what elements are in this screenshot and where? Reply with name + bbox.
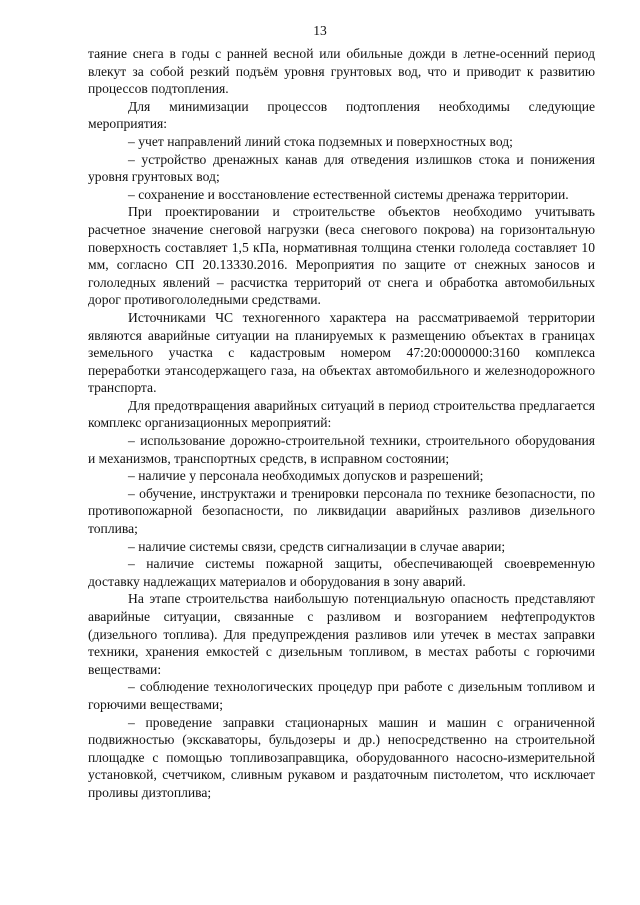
paragraph: таяние снега в годы с ранней весной или обильные дожди в летне-осенний период влекут за собой резкий подъём уровня грунтовых вод, что и приводит к развитию процессов подтопления. [88, 46, 595, 97]
paragraph: При проектировании и строительстве объектов необходимо учитывать расчетное значение снеговой нагрузки (веса снегового покрова) на горизонтальную поверхность составляет 1,5 кПа, нормативная толщина стенки гололеда составляет 10 мм, согласно СП 20.13330.2016. Мероприятия по защите от снежных заносов и гололедных явлений – расчистка территорий от снега и обработка автомобильных дорог противогололедными средствами. [88, 204, 595, 308]
document-body [88, 45, 595, 802]
paragraph: Для минимизации процессов подтопления необходимы следующие мероприятия: [88, 98, 595, 132]
page-number: 13 [313, 23, 327, 38]
list-item: – использование дорожно-строительной техники, строительного оборудования и механизмов, транспортных средств, в исправном состоянии; [88, 433, 595, 466]
list-item: – учет направлений линий стока подземных и поверхностных вод; [128, 133, 513, 149]
list-item: – наличие системы пожарной защиты, обеспечивающей своевременную доставку надлежащих материалов и оборудования в зону аварий. [88, 556, 595, 589]
paragraph: На этапе строительства наибольшую потенциальную опасность представляют аварийные ситуации, связанные с разливом и возгоранием нефтепродуктов (дизельного топлива). Для предупреждения разливов или утечек в местах заправки техники, хранения емкостей с дизельным топливом, в местах работы с горючими веществами: [88, 591, 595, 677]
paragraph: Источниками ЧС техногенного характера на рассматриваемой территории являются аварийные ситуации на планируемых к размещению объектах в границах земельного участка с кадастровым номером 47:20:0000000:3160 комплекса переработки этансодержащего газа, на объектах автомобильного и железнодорожного транспорта. [88, 309, 595, 396]
list-item: – обучение, инструктажи и тренировки персонала по технике безопасности, по противопожарной безопасности, по ликвидации аварийных разливов дизельного топлива; [88, 485, 595, 537]
list-item: – соблюдение технологических процедур при работе с дизельным топливом и горючими веществами; [88, 679, 595, 712]
list-item: – сохранение и восстановление естественной системы дренажа территории. [128, 186, 569, 202]
paragraph: Для предотвращения аварийных ситуаций в период строительства предлагается комплекс организационных мероприятий: [88, 397, 595, 431]
list-item: – устройство дренажных канав для отведения излишков стока и понижения уровня грунтовых вод; [88, 151, 595, 185]
list-item: – наличие у персонала необходимых допусков и разрешений; [128, 468, 484, 484]
list-item: – наличие системы связи, средств сигнализации в случае аварии; [128, 538, 506, 554]
list-item: – проведение заправки стационарных машин и машин с ограниченной подвижностью (экскаваторы, бульдозеры и др.) непосредственно на строительной площадке с помощью топливозаправщика, оборудованного насосно-измерительной установкой, счетчиком, сливным рукавом и раздаточным пистолетом, что исключает проливы дизтоплива; [88, 714, 595, 800]
